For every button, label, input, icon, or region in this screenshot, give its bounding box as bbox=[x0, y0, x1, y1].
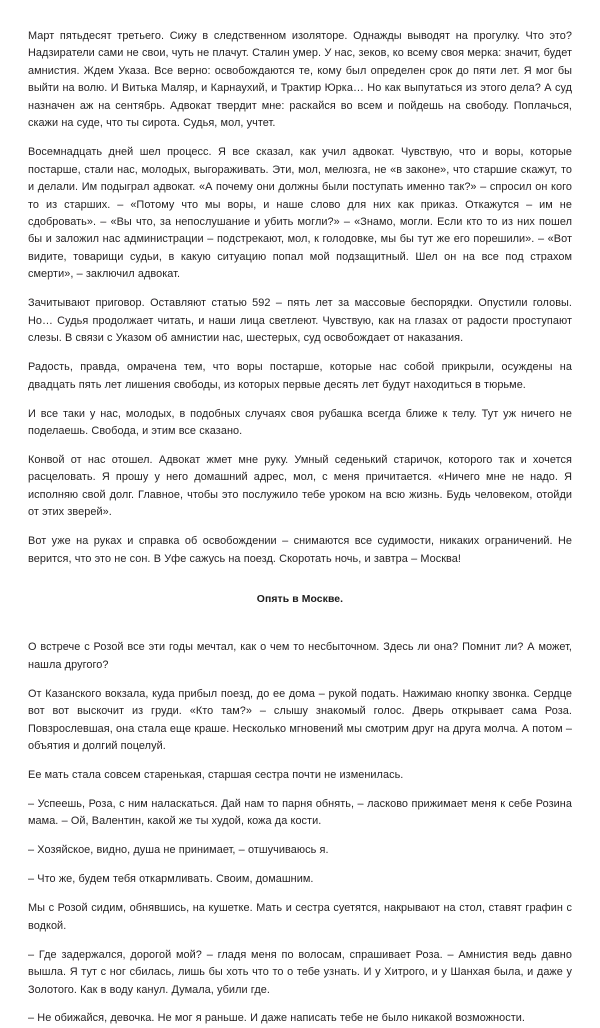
paragraph: – Хозяйское, видно, душа не принимает, – отшучиваюсь я. bbox=[28, 844, 329, 857]
paragraph: – Успеешь, Роза, с ним наласкаться. Дай нам то парня обнять, – ласково прижимает меня к себе Розина мама. – Ой, Валентин, какой же ты худой, кожа да кости. bbox=[28, 797, 572, 828]
paragraph: Вот уже на руках и справка об освобождении – снимаются все судимости, никаких ограничений. Не верится, что это не сон. В Уфе сажусь на поезд. Скоротать ночь, и завтра – Москва! bbox=[28, 535, 572, 565]
paragraph: О встрече с Розой все эти годы мечтал, как о чем то несбыточном. Здесь ли она? Помнит ли? А может, нашла другого? bbox=[28, 641, 572, 671]
document-body-section-two bbox=[28, 639, 572, 1028]
paragraph: И все таки у нас, молодых, в подобных случаях своя рубашка всегда ближе к телу. Тут уж ничего не поделаешь. Свобода, и этим все сказано. bbox=[28, 407, 572, 438]
section-heading-block bbox=[28, 568, 572, 639]
paragraph: Март пятьдесят третьего. Сижу в следственном изоляторе. Однажды выводят на прогулку. Что это? Надзиратели сами не свои, чуть не плачут. Сталин умер. У нас, зеков, ко всему своя мерка: значит, будет амнистия. Ждем Указа. Все верно: освобождаются те, кому был определен срок до пяти лет. Я мог бы выйти на волю. И Витька Маляр, и Карнаухий, и Трактир Юрка… Но как выпутаться из этого дела? А суд назначен аж на сентябрь. Адвокат твердит мне: раскайся во всем и пойдешь на свободу. Поплачься, скажи на суде, что ты сирота. Судья, мол, учтет. bbox=[28, 30, 572, 130]
paragraph: – Где задержался, дорогой мой? – гладя меня по волосам, спрашивает Роза. – Амнистия ведь давно вышла. Я тут с ног сбилась, лишь бы хоть что то о тебе узнать. И у Хитрого, и у Шанхая была, и даже у Золотого. Как в воду канул. Думала, убили где. bbox=[28, 948, 572, 996]
document-body-section-one bbox=[28, 28, 572, 568]
paragraph: Зачитывают приговор. Оставляют статью 592 – пять лет за массовые беспорядки. Опустили головы. Но… Судья продолжает читать, и наши лица светлеют. Чувствую, как на глазах от радости проступают слезы. В связи с Указом об амнистии нас, шестерых, суд освобождает от наказания. bbox=[28, 297, 572, 345]
section-heading: Опять в Москве. bbox=[256, 594, 344, 606]
paragraph: Радость, правда, омрачена тем, что воры постарше, которые нас собой прикрыли, осуждены на двадцать пять лет лишения свободы, из которых первые десять лет будут находиться в тюрьме. bbox=[28, 361, 572, 391]
paragraph: Конвой от нас отошел. Адвокат жмет мне руку. Умный седенький старичок, которого так и хочется расцеловать. Я прошу у него домашний адрес, мол, с меня причитается. «Ничего мне не надо. Я исполняю свой долг. Главное, чтобы это послужило тебе уроком на всю жизнь. Будь человеком, отойди от этих зверей». bbox=[28, 454, 572, 519]
paragraph: От Казанского вокзала, куда прибыл поезд, до ее дома – рукой подать. Нажимаю кнопку звонка. Сердце вот вот выскочит из груди. «Кто там?» – слышу знакомый голос. Дверь открывает сама Роза. Повзрослевшая, она стала еще краше. Несколько мгновений мы смотрим друг на друга молча. А потом – объятия и долгий поцелуй. bbox=[28, 687, 572, 752]
paragraph: – Не обижайся, девочка. Не мог я раньше. И даже написать тебе не было никакой возможности. bbox=[28, 1012, 525, 1025]
paragraph: – Что же, будем тебя откармливать. Своим, домашним. bbox=[28, 873, 314, 886]
paragraph: Восемнадцать дней шел процесс. Я все сказал, как учил адвокат. Чувствую, что и воры, которые постарше, стали нас, молодых, выгораживать. Эти, мол, мелюзга, не «в законе», что старшие скажут, то и делали. Им подыграл адвокат. «А почему они должны были поступать именно так?» – спросил он кого то из старших. – «Потому что мы воры, и наше слово для них как приказ. Откажутся – им не сдобровать». – «Вы что, за непослушание и убить могли?» – «Знамо, могли. Если кто то из них пошел бы и заложил нас администрации – подстрекают, мол, к голодовке, мы бы тут же его порешили». – «Вот видите, товарищи судьи, в какую ситуацию попал мой подзащитный. Шел он на все под страхом смерти», – заключил адвокат. bbox=[28, 146, 572, 281]
paragraph: Мы с Розой сидим, обнявшись, на кушетке. Мать и сестра суетятся, накрывают на стол, ставят графин с водкой. bbox=[28, 902, 572, 932]
paragraph: Ее мать стала совсем старенькая, старшая сестра почти не изменилась. bbox=[28, 768, 404, 781]
